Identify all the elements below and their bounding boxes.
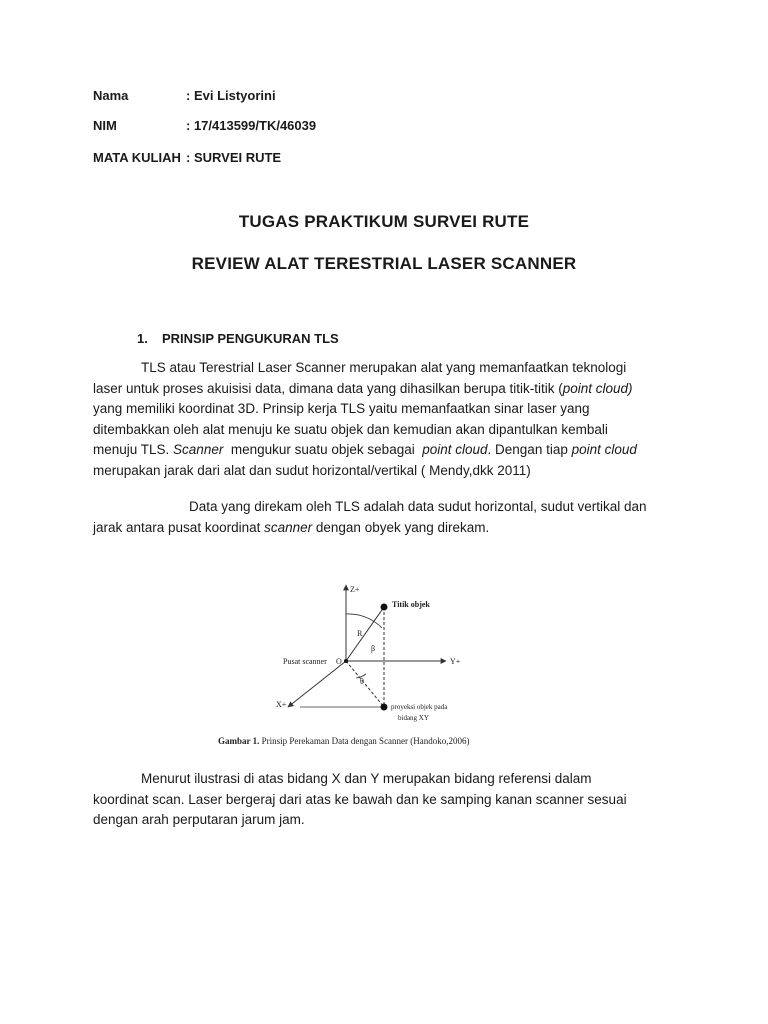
paragraph-line: Data yang direkam oleh TLS adalah data sudut horizontal, sudut vertikal dan	[189, 499, 647, 514]
figure-diagram	[210, 570, 510, 740]
text-run: dengan obyek yang direkam.	[312, 519, 490, 535]
paragraph-line: Menurut ilustrasi di atas bidang X dan Y merupakan bidang referensi dalam	[141, 771, 592, 786]
paragraph-2	[93, 497, 683, 538]
paragraph-line	[93, 440, 683, 461]
section-heading	[137, 331, 339, 346]
text-run-italic: point cloud	[422, 442, 488, 458]
origin-point	[344, 659, 348, 663]
object-label: Titik objek	[392, 600, 430, 609]
text-run-italic: Scanner	[173, 442, 224, 458]
text-run: menuju TLS.	[93, 442, 174, 458]
z-axis-label: Z+	[350, 585, 360, 594]
document-title: TUGAS PRAKTIKUM SURVEI RUTE	[238, 212, 530, 231]
projection-label: bidang XY	[398, 714, 429, 722]
paragraph-line: koordinat scan. Laser bergeraj dari atas ke bawah dan ke samping kanan scanner sesuai	[93, 791, 627, 807]
text-run-italic: scanner	[264, 519, 313, 535]
text-run: jarak antara pusat koordinat	[93, 519, 265, 535]
text-run: mengukur suatu objek sebagai	[223, 442, 423, 458]
paragraph-line: TLS atau Terestrial Laser Scanner merupakan alat yang memanfaatkan teknologi	[141, 360, 627, 375]
document-subtitle: REVIEW ALAT TERESTRIAL LASER SCANNER	[191, 254, 577, 273]
paragraph-line: ditembakkan oleh alat menuju ke suatu objek dan kemudian akan dipantulkan kembali	[93, 421, 608, 437]
paragraph-3	[93, 769, 683, 831]
projection-point	[381, 704, 388, 711]
meta-label: Nama	[93, 88, 129, 103]
section-title: PRINSIP PENGUKURAN TLS	[162, 331, 339, 346]
text-run-italic: point cloud	[571, 442, 637, 458]
meta-label: MATA KULIAH	[93, 150, 181, 165]
meta-label: NIM	[93, 118, 117, 133]
center-label: Pusat scanner	[283, 657, 327, 666]
section-number: 1.	[137, 331, 148, 346]
projection-label: proyeksi objek pada	[391, 703, 448, 711]
text-run-italic: point cloud)	[562, 380, 633, 396]
paragraph-line: yang memiliki koordinat 3D. Prinsip kerja TLS yaitu memanfaatkan sinar laser yang	[93, 401, 590, 417]
y-axis-label: Y+	[450, 657, 461, 666]
paragraph-line	[93, 379, 683, 400]
figure-scanner-principle	[210, 570, 510, 760]
x-axis	[288, 661, 346, 707]
x-axis-label: X+	[276, 700, 287, 709]
range-label: R	[357, 629, 363, 638]
object-point	[381, 604, 388, 611]
text-run: laser untuk proses akuisisi data, dimana data yang dihasilkan berupa titik-titik (	[93, 380, 563, 396]
meta-value: : 17/413599/TK/46039	[186, 118, 317, 133]
range-line	[346, 607, 384, 661]
paragraph-line: merupakan jarak dari alat dan sudut horizontal/vertikal ( Mendy,dkk 2011)	[93, 462, 531, 478]
figure-caption	[218, 736, 470, 746]
theta-label: θ	[360, 677, 364, 686]
meta-value: : SURVEI RUTE	[186, 150, 282, 165]
caption-label: Gambar 1.	[218, 736, 260, 746]
beta-label: β	[371, 644, 376, 653]
paragraph-1	[93, 358, 683, 482]
text-run: . Dengan tiap	[487, 442, 572, 458]
paragraph-line: dengan arah perputaran jarum jam.	[93, 812, 305, 828]
paragraph-line	[93, 518, 683, 539]
beta-arc	[346, 614, 382, 628]
projection-ray	[346, 661, 384, 707]
origin-label: O	[336, 657, 342, 666]
caption-text: Prinsip Perekaman Data dengan Scanner (Handoko,2006)	[259, 736, 470, 746]
meta-value: : Evi Listyorini	[186, 88, 276, 103]
